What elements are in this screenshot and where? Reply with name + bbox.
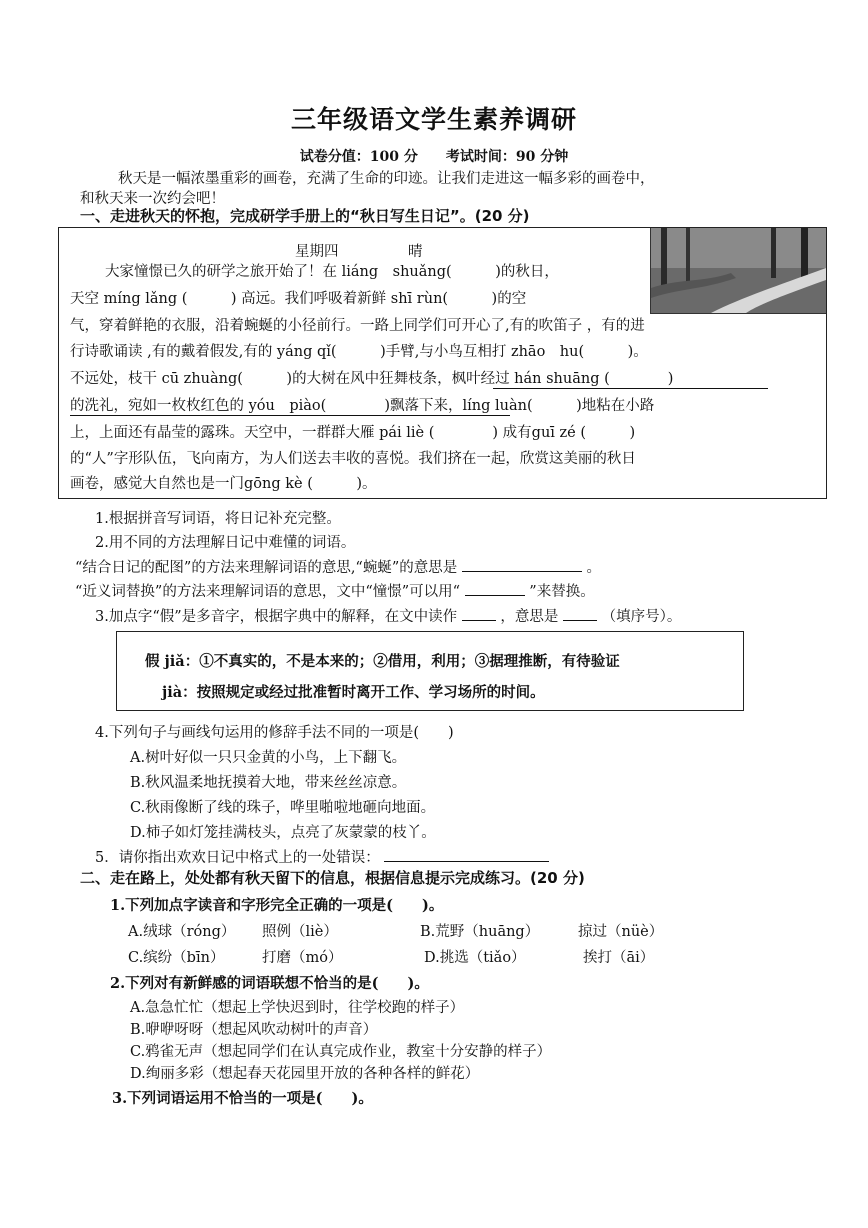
- diary-line-8: 的“人”字形队伍，飞向南方，为人们送去丰收的喜悦。我们挤在一起，欣赏这美丽的秋日: [70, 451, 636, 467]
- s2-question-2: 2.下列对有新鲜感的词语联想不恰当的是( )。: [110, 975, 429, 992]
- diary-date: 星期四: [295, 244, 339, 260]
- autumn-path-photo: [650, 228, 826, 314]
- q1-option: 挨打（āi）: [583, 950, 655, 966]
- question-text: 3.加点字“假”是多音字，根据字典中的解释，在文中读作: [95, 609, 458, 625]
- q1-option: A.绒球（róng）: [128, 924, 236, 940]
- underline-mark: [493, 388, 768, 389]
- question-text: “结合日记的配图”的方法来理解词语的意思,“蜿蜒”的意思是: [75, 560, 458, 576]
- q1-option: B.荒野（huāng）: [420, 924, 540, 940]
- diary-line-2: 天空 míng lǎng ( ) 高远。我们呼吸着新鲜 shī rùn( )的空: [70, 291, 527, 307]
- question-text: 。: [586, 560, 601, 576]
- diary-line-5: 不远处，枝干 cū zhuàng( )的大树在风中狂舞枝条，枫叶经过 hán shuāng ( ): [70, 371, 674, 387]
- section-1-heading: 一、走进秋天的怀抱，完成研学手册上的“秋日写生日记”。(20 分): [80, 207, 530, 225]
- question-text: 5．请你指出欢欢日记中格式上的一处错误：: [95, 850, 380, 866]
- section-2-heading: 二、走在路上，处处都有秋天留下的信息，根据信息提示完成练习。(20 分): [80, 869, 585, 887]
- underline-mark: [70, 415, 510, 416]
- answer-blank[interactable]: [462, 571, 582, 572]
- s1-question-2a: [75, 556, 601, 577]
- diary-line-6: 的洗礼，宛如一枚枚红色的 yóu piào( )飘落下来，líng luàn( )地粘在小路: [70, 398, 655, 414]
- q2-option: D.绚丽多彩（想起春天花园里开放的各种各样的鲜花）: [130, 1066, 480, 1082]
- q2-option: B.咿咿呀呀（想起风吹动树叶的声音）: [130, 1022, 378, 1038]
- q1-option: D.挑选（tiǎo）: [424, 950, 526, 966]
- question-text: ，意思是: [500, 609, 559, 625]
- diary-line-1: 大家憧憬已久的研学之旅开始了！在 liáng shuǎng( )的秋日，: [105, 264, 559, 280]
- question-text: ”来替换。: [529, 584, 595, 600]
- q1-option: 掠过（nüè）: [578, 924, 664, 940]
- s1-question-4: 4.下列句子与画线句运用的修辞手法不同的一项是( ): [95, 725, 454, 741]
- s2-question-3: 3.下列词语运用不恰当的一项是( )。: [112, 1090, 373, 1107]
- diary-line-9: 画卷，感觉大自然也是一门gōng kè ( )。: [70, 476, 377, 492]
- s2-question-1: 1.下列加点字读音和字形完全正确的一项是( )。: [110, 897, 444, 914]
- answer-blank[interactable]: [465, 595, 525, 596]
- answer-blank[interactable]: [462, 620, 496, 621]
- diary-weather: 晴: [408, 244, 423, 260]
- answer-blank[interactable]: [384, 861, 549, 862]
- intro-line-1: 秋天是一幅浓墨重彩的画卷，充满了生命的印迹。让我们走进这一幅多彩的画卷中，: [118, 171, 655, 187]
- dictionary-entry-jia3: 假 jiǎ：①不真实的，不是本来的；②借用，利用；③据理推断，有待验证: [145, 653, 620, 670]
- question-text: “近义词替换”的方法来理解词语的意思，文中“憧憬”可以用“: [75, 584, 461, 600]
- s1-question-5: [95, 846, 549, 867]
- q2-option: C.鸦雀无声（想起同学们在认真完成作业，教室十分安静的样子）: [130, 1044, 552, 1060]
- q1-option: 照例（liè）: [262, 924, 338, 940]
- q4-option: D.柿子如灯笼挂满枝头，点亮了灰蒙蒙的枝丫。: [130, 825, 436, 841]
- diary-line-3: 气，穿着鲜艳的衣服，沿着蜿蜒的小径前行。一路上同学们可开心了,有的吹笛子 ，有的进: [70, 318, 645, 334]
- exam-info: 试卷分值：100 分 考试时间：90 分钟: [299, 149, 569, 165]
- q4-option: C.秋雨像断了线的珠子，哗里啪啦地砸向地面。: [130, 800, 436, 816]
- q1-option: C.缤纷（bīn）: [128, 950, 225, 966]
- answer-blank[interactable]: [563, 620, 597, 621]
- s1-question-2: 2.用不同的方法理解日记中难懂的词语。: [95, 535, 356, 551]
- dictionary-entry-jia4: jià：按照规定或经过批准暂时离开工作、学习场所的时间。: [162, 684, 545, 701]
- diary-line-7: 上，上面还有晶莹的露珠。天空中，一群群大雁 pái liè ( ) 成有guī zé ( ): [70, 425, 636, 441]
- page-title: 三年级语文学生素养调研: [290, 105, 577, 134]
- s1-question-2b: [75, 580, 595, 601]
- q1-option: 打磨（mó）: [262, 950, 343, 966]
- question-text: （填序号）。: [601, 609, 682, 625]
- s1-question-3: [95, 605, 681, 626]
- intro-line-2: 和秋天来一次约会吧！: [80, 191, 225, 207]
- s1-question-1: 1.根据拼音写词语，将日记补充完整。: [95, 511, 341, 527]
- diary-line-4: 行诗歌诵读 ,有的戴着假发,有的 yáng qǐ( )手臂,与小鸟互相打 zhāo hu( )。: [70, 344, 648, 360]
- q4-option: A.树叶好似一只只金黄的小鸟，上下翻飞。: [130, 750, 407, 766]
- q4-option: B.秋风温柔地抚摸着大地，带来丝丝凉意。: [130, 775, 407, 791]
- q2-option: A.急急忙忙（想起上学快迟到时，往学校跑的样子）: [130, 1000, 465, 1016]
